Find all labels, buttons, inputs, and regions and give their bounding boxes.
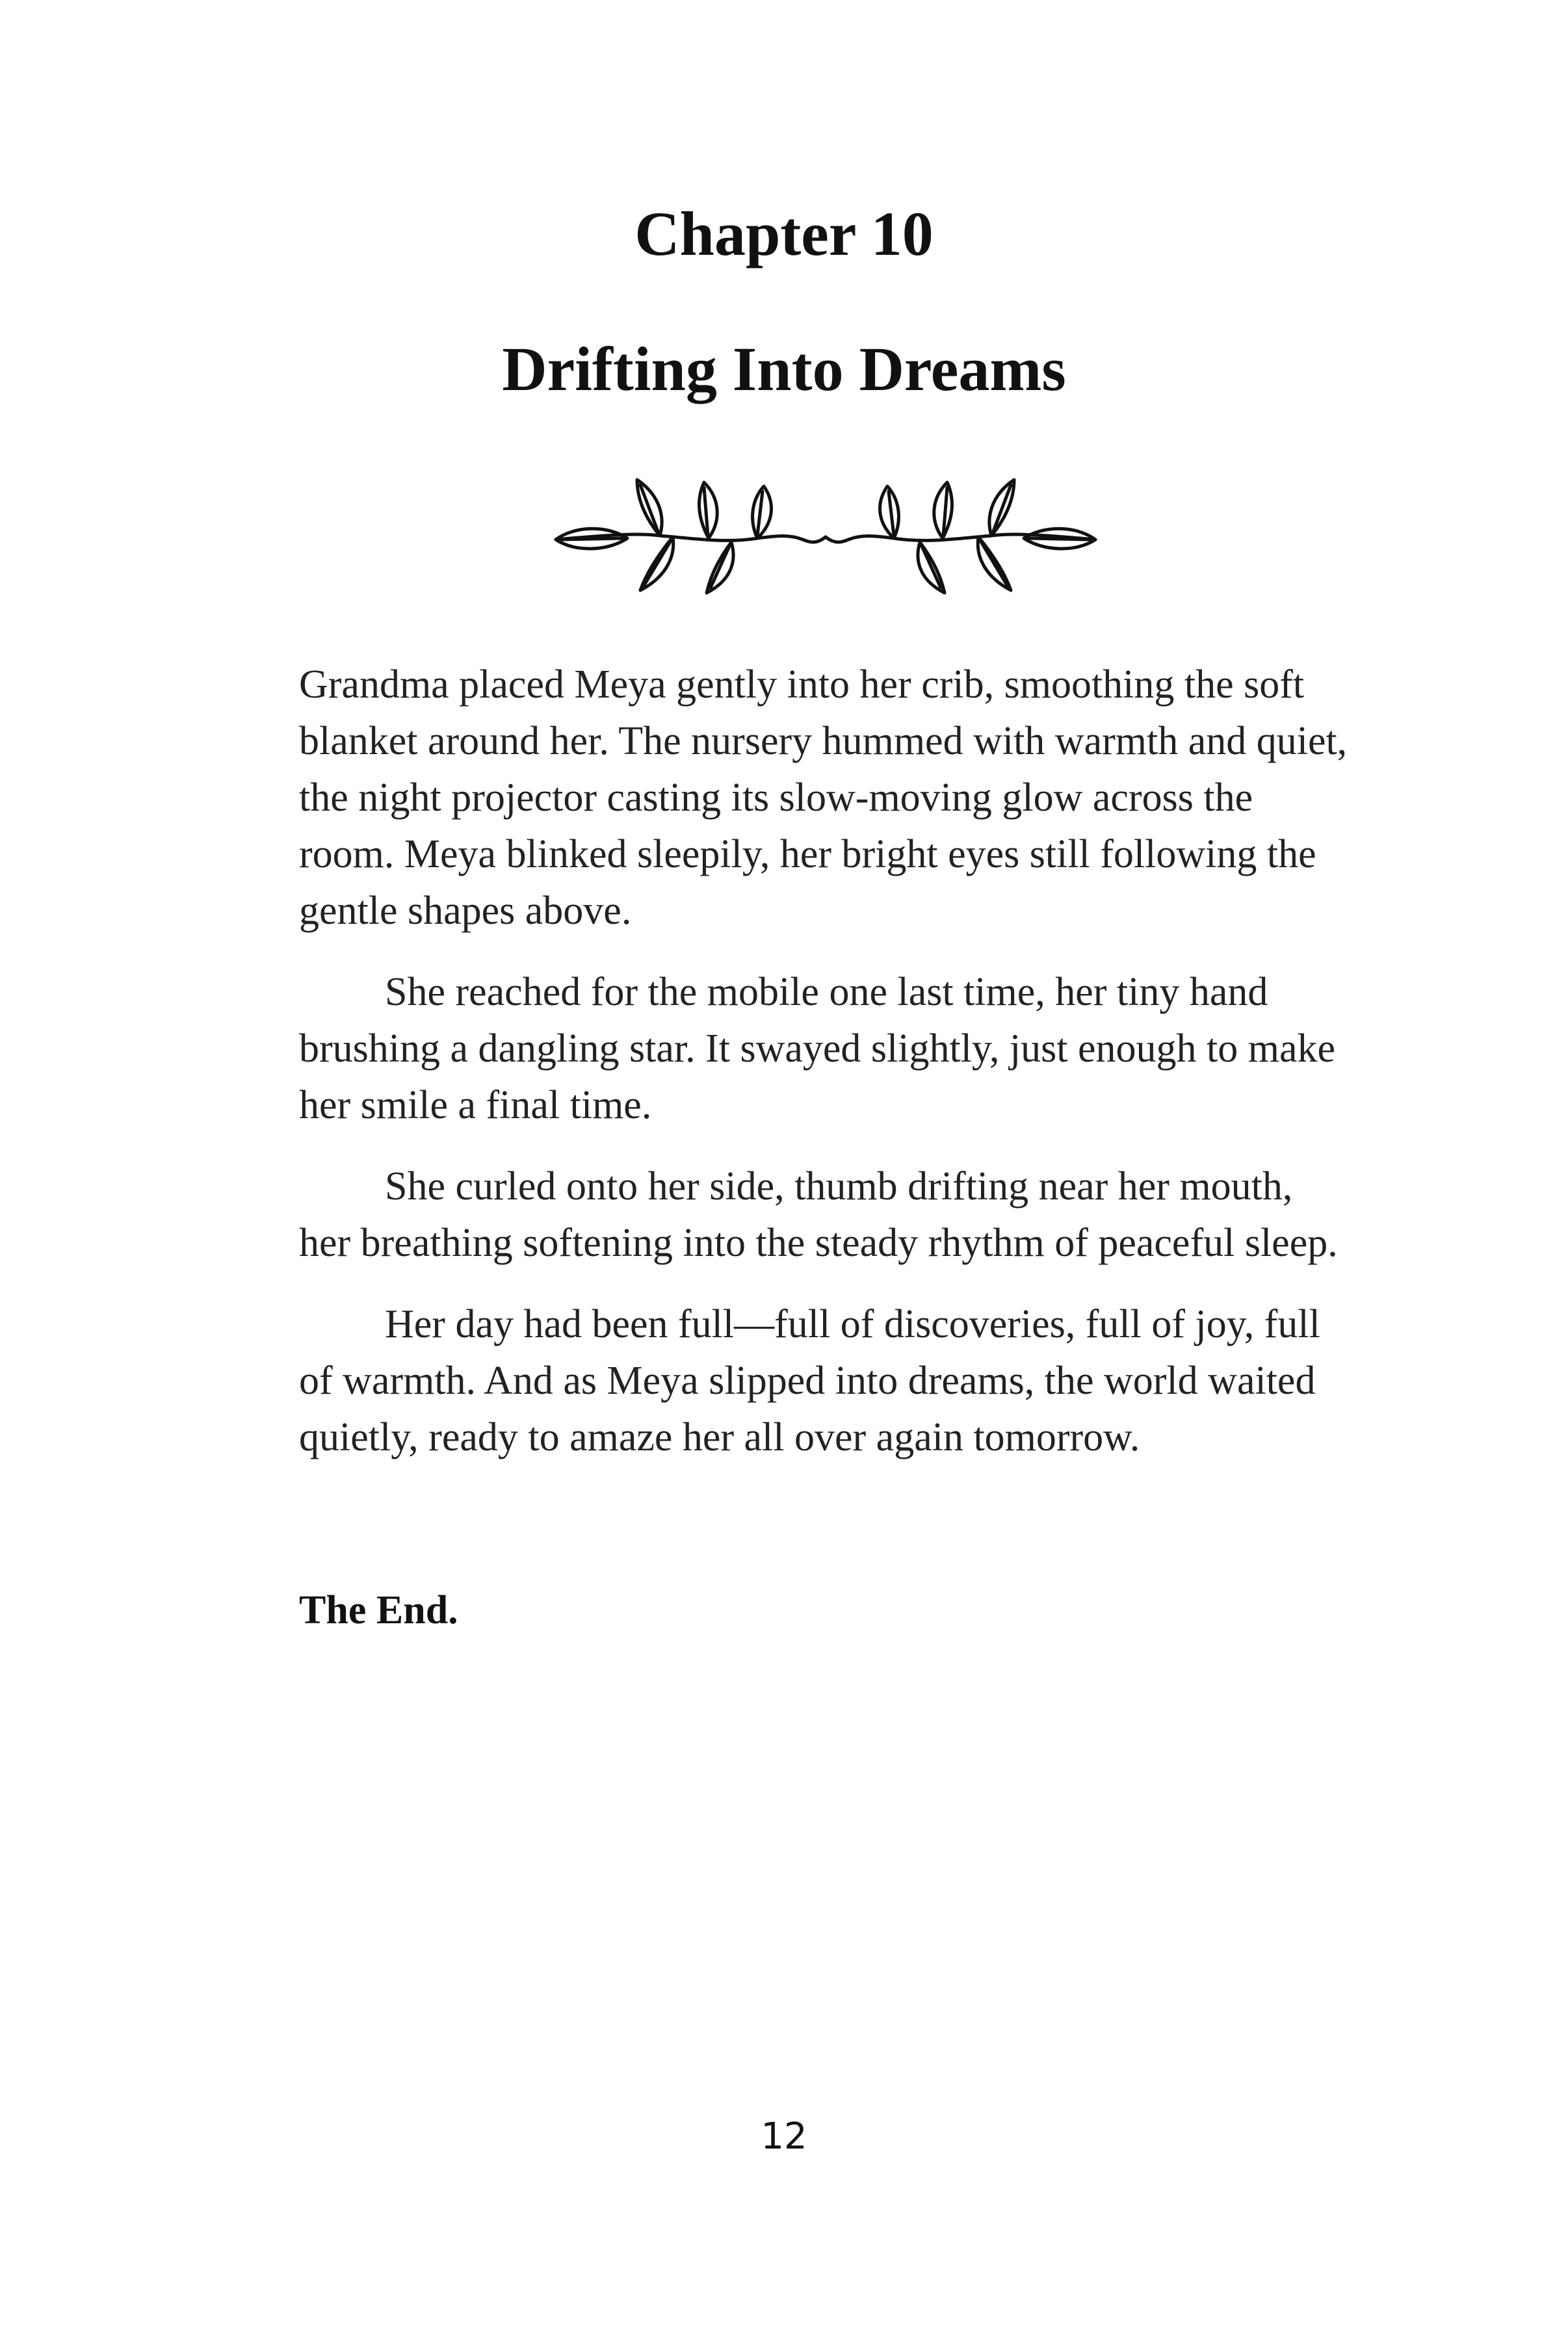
paragraph-1: Grandma placed Meya gently into her crib, smoothing the soft blanket around her. The nursery hummed with warmth and quiet, the night projector casting its slow-moving glow across the room. Meya blinked sleepily, her bright eyes still following the gentle shapes above.	[299, 662, 1348, 933]
chapter-body	[299, 657, 1352, 1491]
page-number: 12	[761, 2115, 807, 2158]
paragraph-2: She reached for the mobile one last time, her tiny hand brushing a dangling star. It swayed slightly, just enough to make her smile a final time.	[299, 970, 1335, 1127]
paragraph-3: She curled onto her side, thumb drifting near her mouth, her breathing softening into the steady rhythm of peaceful sleep.	[299, 1164, 1338, 1265]
chapter-number: Chapter 10	[634, 199, 934, 268]
leafy-branch-divider-icon	[543, 475, 1108, 605]
closing-line: The End.	[299, 1588, 458, 1632]
chapter-title: Drifting Into Dreams	[502, 334, 1066, 404]
paragraph-4: Her day had been full—full of discoveries, full of joy, full of warmth. And as Meya slipped into dreams, the world waited quietly, ready to amaze her all over again tomorrow.	[299, 1302, 1320, 1459]
